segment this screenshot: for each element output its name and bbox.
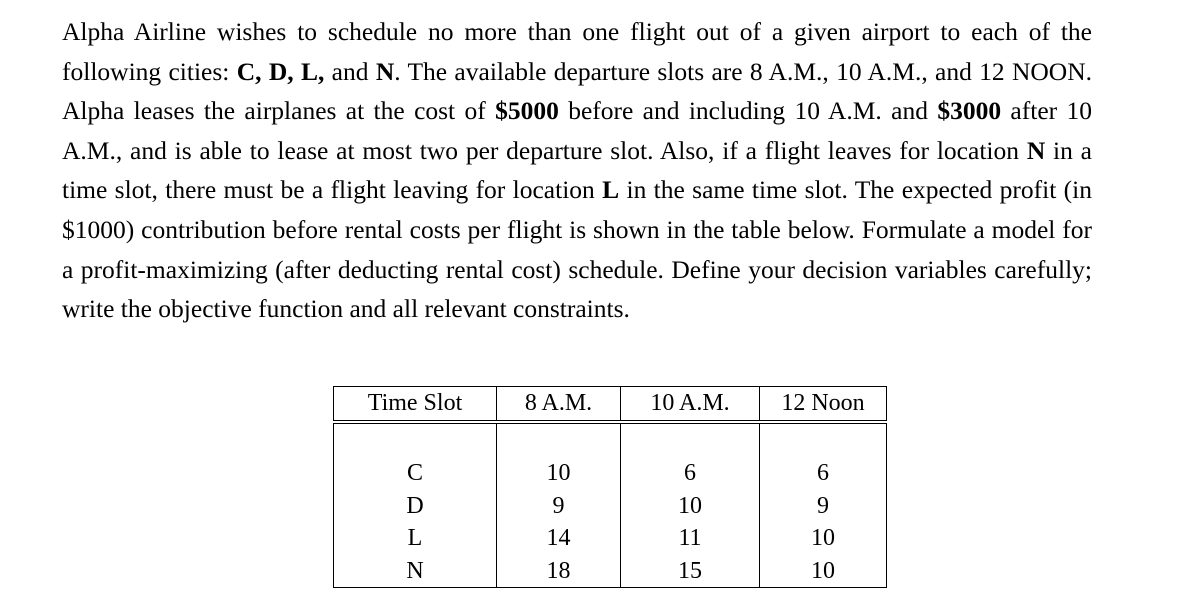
location-l-label: L <box>602 175 620 205</box>
table-cell: 15 <box>678 557 702 584</box>
table-cell: 11 <box>678 525 702 551</box>
problem-text: and <box>324 56 376 86</box>
location-n-label: N <box>1026 135 1046 165</box>
table-header-row <box>334 387 887 423</box>
cost-early-value: $5000 <box>495 96 559 126</box>
city-column <box>334 422 497 588</box>
problem-text: . The available departure slots are 8 A.M., 10 A.M., and 12 NOON. Alpha leases the airplanes at the cost of <box>62 56 1093 126</box>
problem-text: after 10 A.M., and is able to lease at most two per departure slot. Also, if a flight leaves for location <box>62 96 1092 165</box>
table-cell: 10 <box>678 492 702 519</box>
table-cell: N <box>406 557 424 584</box>
header-12noon: 12 Noon <box>760 387 887 423</box>
problem-text <box>294 57 301 86</box>
table-cell: 6 <box>817 460 829 486</box>
12noon-column <box>760 422 887 588</box>
problem-text: Alpha Airline wishes to schedule no more than one flight out of a given airport to each of the following cities: <box>62 17 1092 86</box>
header-10am: 10 A.M. <box>621 387 760 423</box>
cost-late-value: $3000 <box>937 96 1002 126</box>
header-time-slot: Time Slot <box>334 387 497 423</box>
table-cell: 6 <box>684 460 696 486</box>
table-cell: C <box>406 460 423 486</box>
8am-column <box>497 422 621 588</box>
profit-table-container <box>333 386 887 588</box>
city-n-label: N <box>375 56 395 86</box>
city-c-label: C, <box>236 56 262 86</box>
problem-text <box>262 57 269 86</box>
profit-table <box>333 386 887 588</box>
table-cell: D <box>406 492 424 519</box>
table-cell: 10 <box>546 460 571 486</box>
table-body-row <box>334 422 887 588</box>
header-8am: 8 A.M. <box>497 387 621 423</box>
problem-statement <box>62 12 1092 329</box>
problem-text: in the same time slot. The expected profit (in $1000) contribution before rental costs per flight is shown in the table below. Formulate a model for a profit-maximizing (after deducting rental cost) schedule. Define your decision variables carefully; write the objective function and all relevant constraints. <box>62 175 1092 324</box>
city-l-label: L, <box>300 56 325 86</box>
problem-text: in a time slot, there must be a flight leaving for location <box>62 135 1093 205</box>
10am-column <box>621 422 760 588</box>
problem-text: before and including 10 A.M. and <box>558 96 938 126</box>
table-cell: L <box>407 525 423 551</box>
city-d-label: D, <box>268 56 294 86</box>
table-cell: 9 <box>817 492 829 519</box>
table-cell: 10 <box>811 557 835 584</box>
table-cell: 14 <box>546 525 571 551</box>
table-cell: 18 <box>546 557 571 584</box>
table-cell: 10 <box>811 525 835 551</box>
table-cell: 9 <box>552 492 565 519</box>
